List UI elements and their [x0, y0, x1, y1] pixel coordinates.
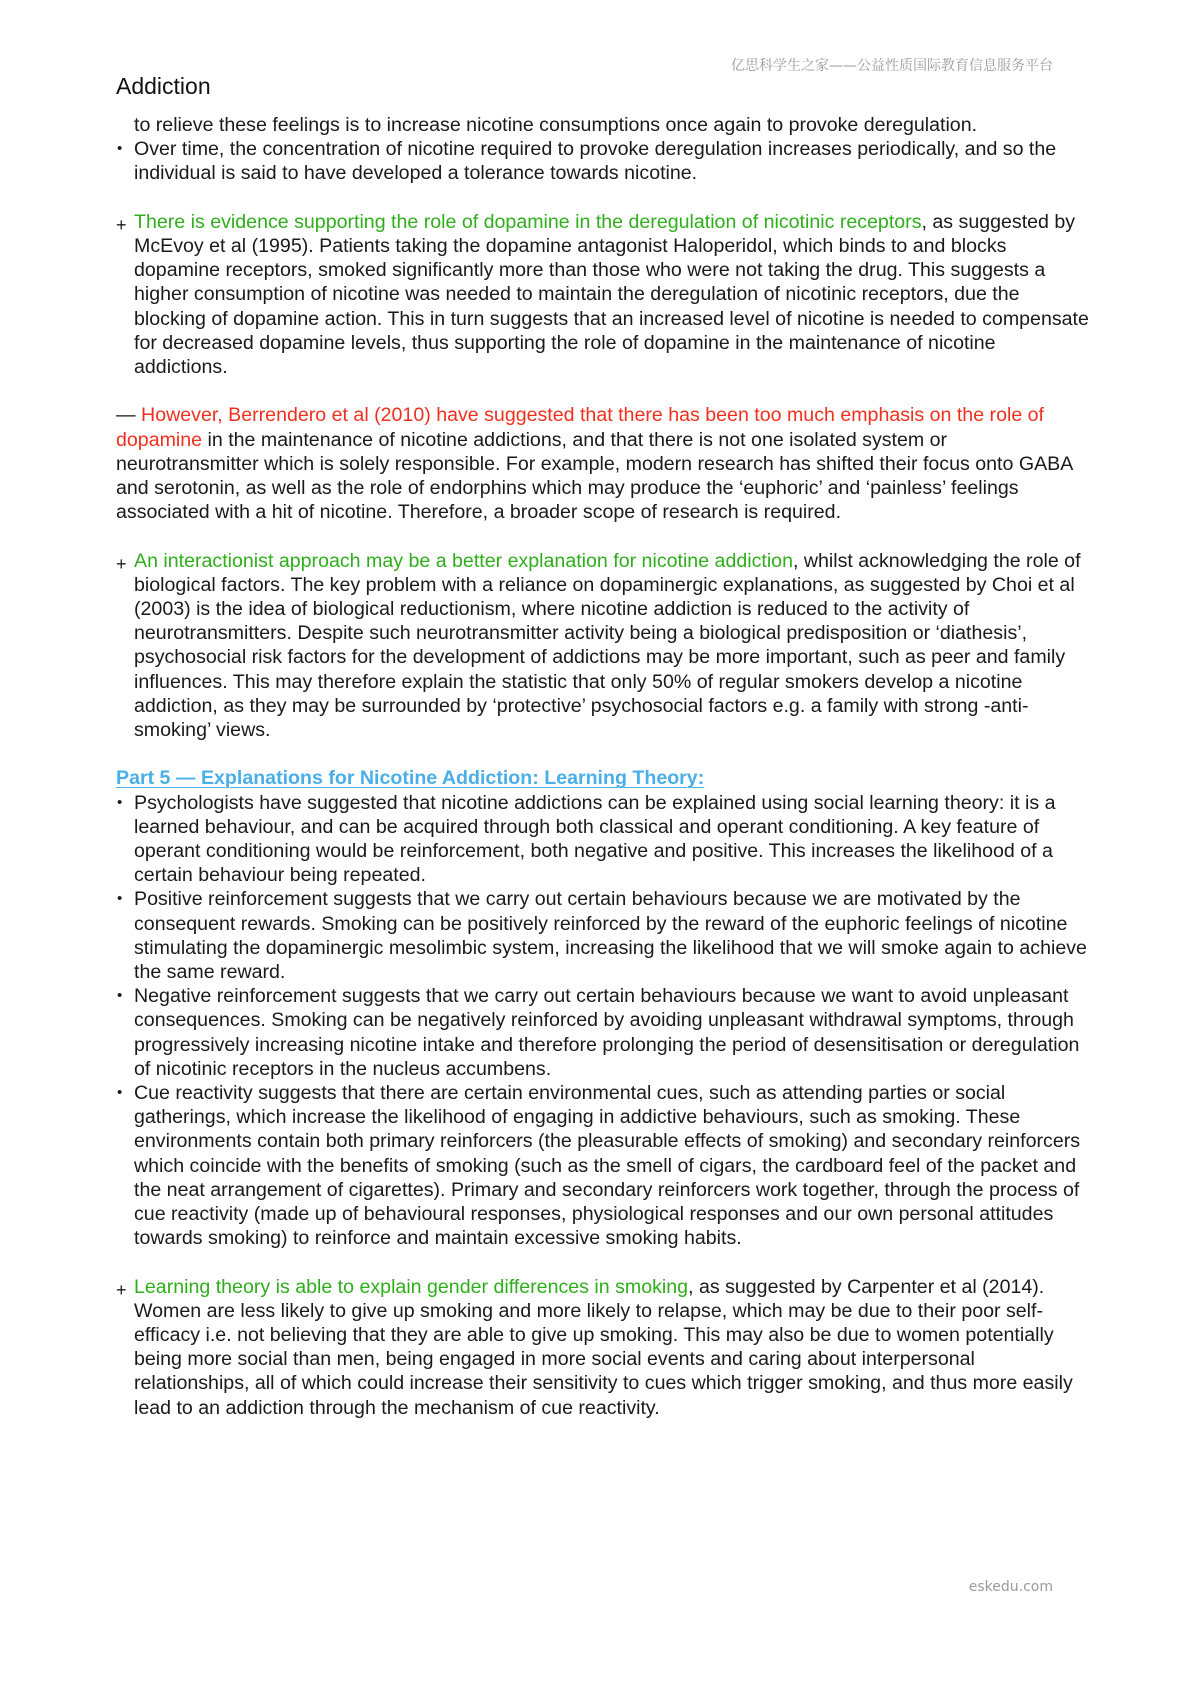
- bullet-marker: •: [117, 793, 123, 811]
- bullet-marker: •: [117, 890, 123, 908]
- bullet-marker: •: [117, 987, 123, 1005]
- continuation-paragraph: to relieve these feelings is to increase nicotine consumptions once again to provoke deregulation.: [134, 114, 978, 136]
- bullet-text: Psychologists have suggested that nicotine addictions can be explained using social learning theory: it is a learned behaviour, and can be acquired through both classical and operant conditioning. A key feature of operant conditioning would be reinforcement, both negative and positive. This increases the likelihood of a certain behaviour being repeated.: [134, 791, 1056, 887]
- bullet-item-cue-reactivity: [116, 1081, 1092, 1250]
- bullet-text: Positive reinforcement suggests that we carry out certain behaviours because we are motivated by the consequent rewards. Smoking can be positively reinforced by the reward of the euphoric feelings of nicotine stimulating the dopaminergic mesolimbic system, increasing the likelihood that we will smoke again to achieve the same reward.: [134, 888, 1087, 984]
- dash-marker: —: [116, 404, 136, 427]
- evaluation-text: , as suggested by Carpenter et al (2014). Women are less likely to give up smoking and more likely to relapse, which may be due to their poor self-efficacy i.e. not believing that they are able to give up smoking. This may also be due to women potentially being more social than men, being engaged in more social events and caring about interpersonal relationships, all of which could increase their sensitivity to cues which trigger smoking, and thus more easily lead to an addiction through the mechanism of cue reactivity.: [134, 1275, 1073, 1419]
- bullet-marker: •: [117, 1084, 123, 1102]
- watermark-bottom: eskedu.com: [968, 1579, 1053, 1595]
- positive-highlight: There is evidence supporting the role of dopamine in the deregulation of nicotinic receptors: [134, 210, 922, 233]
- evaluation-positive-dopamine: [116, 210, 1092, 379]
- plus-marker: +: [116, 1279, 127, 1300]
- document-body: [116, 113, 1092, 1420]
- bullet-item-positive-reinforcement: [116, 887, 1092, 984]
- bullet-item-negative-reinforcement: [116, 984, 1092, 1081]
- bullet-item-tolerance: [116, 137, 1092, 185]
- bullet-text: Over time, the concentration of nicotine required to provoke deregulation increases periodically, and so the individual is said to have developed a tolerance towards nicotine.: [134, 138, 1057, 185]
- bullet-marker: •: [117, 140, 123, 158]
- bullet-item-social-learning: [116, 791, 1092, 888]
- evaluation-text: , whilst acknowledging the role of biological factors. The key problem with a reliance on dopaminergic explanations, as suggested by Choi et al (2003) is the idea of biological reductionism, where nicotine addiction is reduced to the activity of neurotransmitters. Despite such neurotransmitter activity being a biological predisposition or ‘diathesis’, psychosocial risk factors for the development of addictions may be more important, such as peer and family influences. This may therefore explain the statistic that only 50% of regular smokers develop a nicotine addiction, as they may be surrounded by ‘protective’ psychosocial factors e.g. a family with strong -anti-smoking’ views.: [134, 549, 1081, 742]
- evaluation-negative-berrendero: [116, 403, 1092, 524]
- evaluation-text: , as suggested by McEvoy et al (1995). Patients taking the dopamine antagonist Haloperidol, which binds to and blocks dopamine receptors, smoked significantly more than those who were not taking the drug. This suggests a higher consumption of nicotine was needed to maintain the deregulation of nicotinic receptors, due the blocking of dopamine action. This in turn suggests that an increased level of nicotine is needed to compensate for decreased dopamine levels, thus supporting the role of dopamine in the maintenance of nicotine addictions.: [134, 210, 1089, 379]
- page-header-title: Addiction: [116, 73, 211, 99]
- evaluation-text: in the maintenance of nicotine addictions, and that there is not one isolated system or neurotransmitter which is solely responsible. For example, modern research has shifted their focus onto GABA and serotonin, as well as the role of endorphins which may produce the ‘euphoric’ and ‘painless’ feelings associated with a hit of nicotine. Therefore, a broader scope of research is required.: [116, 428, 1073, 524]
- evaluation-positive-interactionist: [116, 549, 1092, 743]
- plus-marker: +: [116, 553, 127, 574]
- positive-highlight: An interactionist approach may be a better explanation for nicotine addiction: [134, 549, 793, 572]
- section-heading-part-5: Part 5 — Explanations for Nicotine Addiction: Learning Theory:: [116, 767, 705, 790]
- bullet-text: Negative reinforcement suggests that we carry out certain behaviours because we want to avoid unpleasant consequences. Smoking can be negatively reinforced by avoiding unpleasant withdrawal symptoms, through progressively increasing nicotine intake and therefore prolonging the period of desensitisation or deregulation of nicotinic receptors in the nucleus accumbens.: [134, 985, 1080, 1080]
- evaluation-positive-gender: [116, 1275, 1092, 1420]
- positive-highlight: Learning theory is able to explain gender differences in smoking: [134, 1275, 689, 1298]
- watermark-top: 亿思科学生之家——公益性质国际教育信息服务平台: [731, 58, 1053, 74]
- plus-marker: +: [116, 214, 127, 235]
- negative-highlight: However, Berrendero et al (2010) have suggested that there has been too much emphasis on the role of dopamine: [116, 404, 1045, 451]
- bullet-text: Cue reactivity suggests that there are certain environmental cues, such as attending parties or social gatherings, which increase the likelihood of engaging in addictive behaviours, such as smoking. These environments contain both primary reinforcers (the pleasurable effects of smoking) and secondary reinforcers which coincide with the benefits of smoking (such as the smell of cigars, the cardboard feel of the packet and the neat arrangement of cigarettes). Primary and secondary reinforcers work together, through the process of cue reactivity (made up of behavioural responses, physiological responses and our own personal attitudes towards smoking) to reinforce and maintain excessive smoking habits.: [134, 1082, 1081, 1250]
